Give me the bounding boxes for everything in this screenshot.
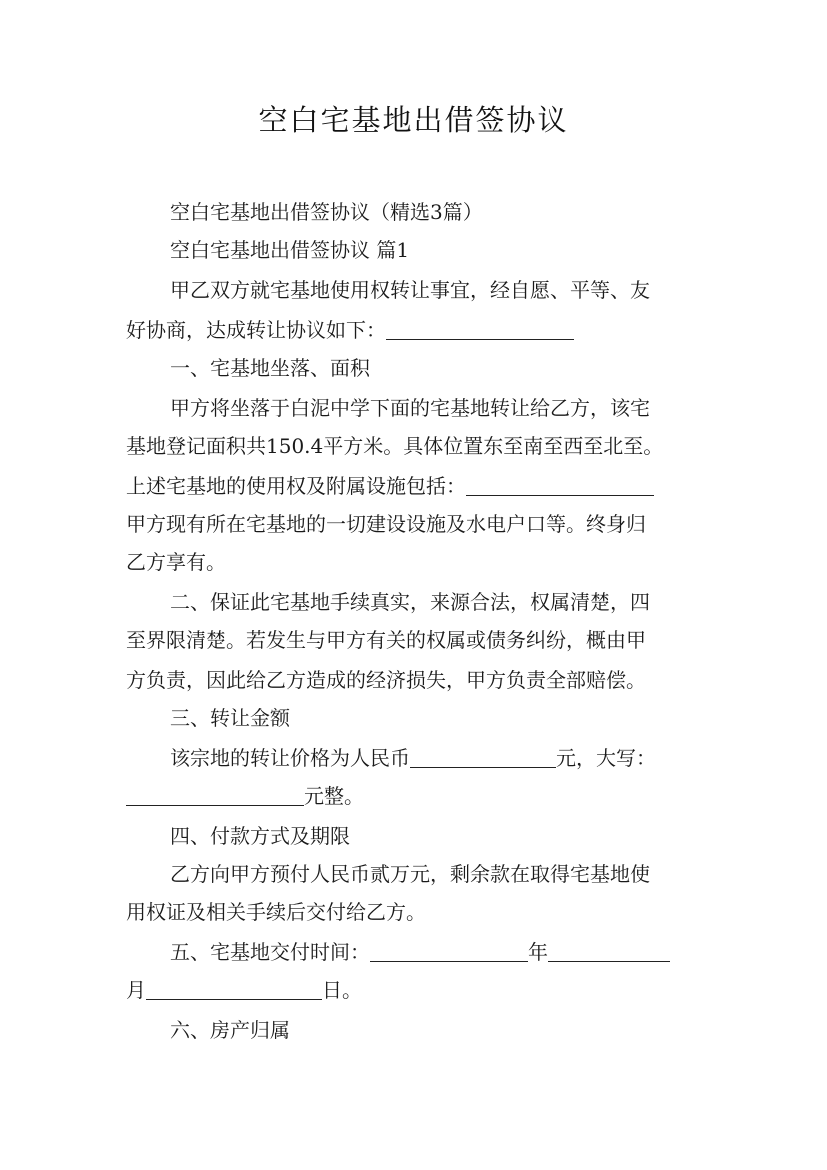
paragraph-line: 甲方现有所在宅基地的一切建设设施及水电户口等。终身归 [126,512,646,536]
line-text: 年 [528,940,548,964]
paragraph-line: 至界限清楚。若发生与甲方有关的权属或债务纠纷，概由甲 [126,628,646,652]
line-text: 该宗地的转让价格为人民币 [170,746,410,770]
fill-blank [466,475,654,496]
line-text: 好协商，达成转让协议如下： [126,318,386,342]
subtitle: 空白宅基地出借签协议（精选3篇） [170,200,483,224]
fill-blank [146,979,322,1000]
paragraph-line: 甲方将坐落于白泥中学下面的宅基地转让给乙方，该宅 [170,396,650,420]
paragraph-line: 方负责，因此给乙方造成的经济损失，甲方负责全部赔偿。 [126,668,646,692]
paragraph-line: 二、保证此宅基地手续真实，来源合法，权属清楚，四 [170,590,650,614]
fill-blank [126,785,304,806]
line-text: 五、宅基地交付时间： [170,940,370,964]
paragraph-line: 用权证及相关手续后交付给乙方。 [126,900,426,924]
paragraph-line [170,938,670,966]
clause-heading: 三、转让金额 [170,706,290,730]
paragraph-line: 甲乙双方就宅基地使用权转让事宜，经自愿、平等、友 [170,278,650,302]
paragraph-line: 基地登记面积共150.4平方米。具体位置东至南至西至北至。 [126,434,664,458]
line-text: 日。 [322,978,362,1002]
fill-blank [370,941,528,962]
paragraph-line [126,472,654,500]
paragraph-line: 乙方向甲方预付人民币贰万元，剩余款在取得宅基地使 [170,862,650,886]
clause-heading: 一、宅基地坐落、面积 [170,356,370,380]
paragraph-line [126,976,362,1004]
clause-heading: 四、付款方式及期限 [170,824,350,848]
line-text: 上述宅基地的使用权及附属设施包括： [126,474,466,498]
paragraph-line [126,782,364,810]
paragraph-line [126,316,574,344]
clause-heading: 六、房产归属 [170,1018,290,1042]
fill-blank [386,319,574,340]
fill-blank [548,941,670,962]
paragraph-line [170,744,656,772]
paragraph-line: 乙方享有。 [126,550,226,574]
line-text: 元，大写： [556,746,656,770]
fill-blank [410,747,556,768]
line-text: 月 [126,978,146,1002]
line-text: 元整。 [304,784,364,808]
document-title: 空白宅基地出借签协议 [258,103,569,137]
section-heading: 空白宅基地出借签协议 篇1 [170,238,410,262]
